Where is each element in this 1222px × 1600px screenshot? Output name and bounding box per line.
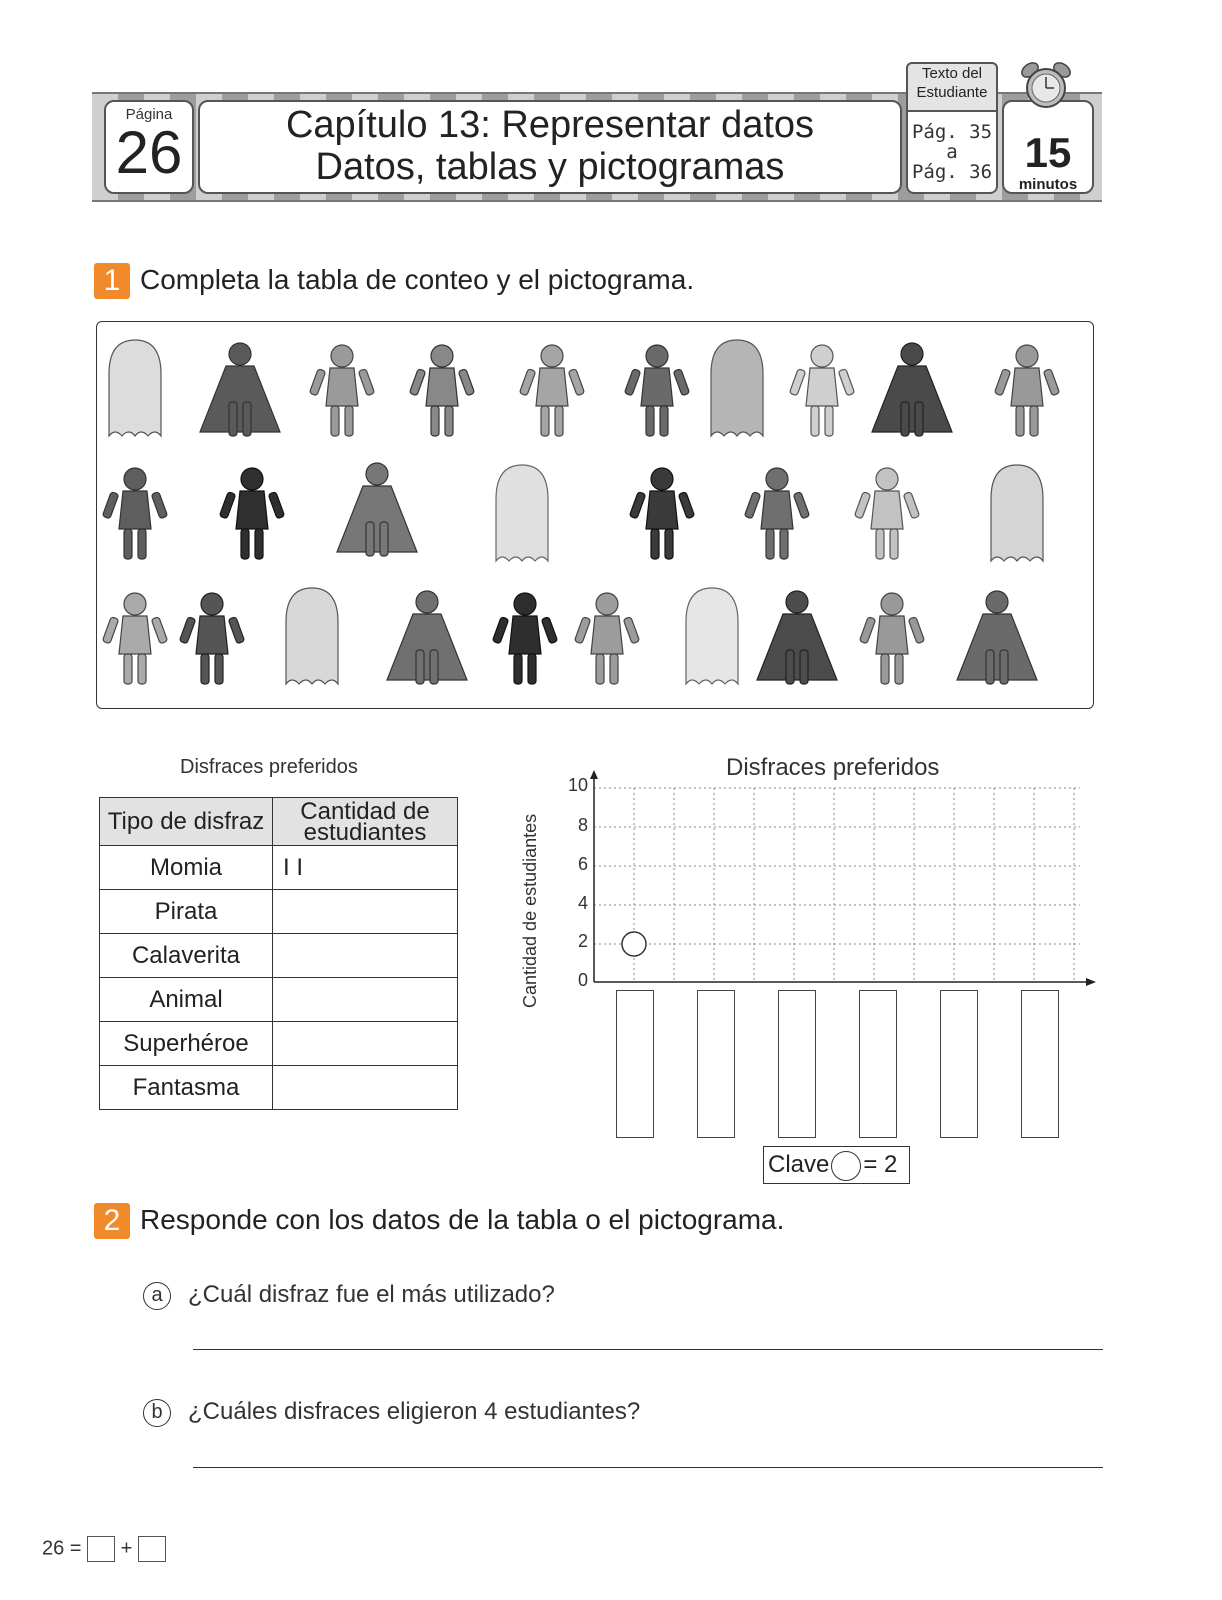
tally-cell[interactable] — [273, 978, 458, 1022]
time-box — [1002, 100, 1094, 194]
alarm-clock-icon — [1020, 60, 1072, 112]
pictograph-column-slot[interactable] — [778, 990, 816, 1138]
y-tick-label: 10 — [567, 775, 588, 795]
ref-from: Pág. 35 — [911, 121, 993, 143]
header-student-count-line1: Cantidad de — [300, 797, 430, 825]
y-tick-label: 8 — [577, 815, 588, 835]
table-row — [100, 890, 458, 934]
question-b-letter: b — [143, 1399, 171, 1427]
table-row — [100, 1066, 458, 1110]
textbook-reference-box — [906, 100, 998, 194]
exercise-2-badge: 2 — [94, 1203, 130, 1239]
page-number: 26 — [115, 119, 183, 186]
time-label: minutos — [1018, 176, 1078, 193]
costume-type-cell: Momia — [100, 846, 273, 890]
question-a-text: ¿Cuál disfraz fue el más utilizado? — [188, 1281, 555, 1308]
exercise-2-instruction: Responde con los datos de la tabla o el pictograma. — [140, 1204, 785, 1235]
question-a-letter: a — [143, 1282, 171, 1310]
pictograph-column-slot[interactable] — [697, 990, 735, 1138]
exercise-1-badge: 1 — [94, 263, 130, 299]
y-tick-label: 0 — [577, 970, 588, 990]
header-costume-type: Tipo de disfraz — [100, 798, 273, 846]
pictograph-column-slot[interactable] — [616, 990, 654, 1138]
y-tick-label: 6 — [577, 854, 588, 874]
tally-cell[interactable] — [273, 1022, 458, 1066]
costume-type-cell: Animal — [100, 978, 273, 1022]
ref-tab-line1: Texto del — [921, 65, 983, 82]
footer-addend-box[interactable] — [87, 1536, 115, 1562]
header-student-count-line2: estudiantes — [303, 818, 427, 846]
footer-equation-left: 26 = — [42, 1537, 82, 1560]
table-row — [100, 978, 458, 1022]
pictograph-y-axis-label: Cantidad de estudiantes — [520, 813, 540, 1008]
answer-line-a[interactable] — [193, 1349, 1103, 1350]
lesson-title: Datos, tablas y pictogramas — [315, 146, 785, 188]
costume-type-cell: Pirata — [100, 890, 273, 934]
pictograph-key — [763, 1146, 910, 1184]
costume-illustration-panel — [96, 321, 1094, 709]
page-number-box — [104, 100, 194, 194]
footer-addend-box[interactable] — [138, 1536, 166, 1562]
ref-to: Pág. 36 — [911, 161, 993, 183]
costume-figures-illustration — [97, 322, 1093, 708]
pictograph-symbol — [622, 932, 646, 956]
page-label: Página — [125, 106, 173, 123]
tally-header-row — [100, 798, 458, 846]
pictograph-column-slot[interactable] — [1021, 990, 1059, 1138]
tally-cell[interactable] — [273, 890, 458, 934]
table-row — [100, 846, 458, 890]
question-b-text: ¿Cuáles disfraces eligieron 4 estudiantes? — [188, 1398, 641, 1425]
footer-plus: + — [120, 1537, 133, 1560]
tally-cell[interactable]: I I — [273, 846, 458, 890]
exercise-1-instruction: Completa la tabla de conteo y el pictograma. — [140, 264, 695, 295]
tally-cell[interactable] — [273, 1066, 458, 1110]
costume-type-cell: Calaverita — [100, 934, 273, 978]
y-tick-label: 2 — [577, 931, 588, 951]
costume-type-cell: Superhéroe — [100, 1022, 273, 1066]
key-value: = 2 — [863, 1151, 898, 1178]
footer-equation — [42, 1536, 166, 1562]
key-circle-icon — [831, 1151, 861, 1181]
costume-type-cell: Fantasma — [100, 1066, 273, 1110]
pictograph-column-slot[interactable] — [859, 990, 897, 1138]
time-number: 15 — [1024, 129, 1072, 176]
tally-cell[interactable] — [273, 934, 458, 978]
answer-line-b[interactable] — [193, 1467, 1103, 1468]
ref-a: a — [946, 141, 958, 163]
table-row — [100, 1022, 458, 1066]
tally-table-title: Disfraces preferidos — [180, 756, 358, 778]
pictograph-grid — [590, 770, 1100, 992]
table-row — [100, 934, 458, 978]
ref-tab-line2: Estudiante — [916, 84, 988, 101]
textbook-tab — [906, 62, 998, 112]
chapter-title: Capítulo 13: Representar datos — [285, 104, 815, 146]
key-label: Clave — [768, 1151, 830, 1178]
y-tick-label: 4 — [577, 893, 588, 913]
header-student-count — [273, 798, 458, 846]
tally-table — [99, 797, 458, 1110]
chapter-title-box — [198, 100, 902, 194]
pictograph-title: Disfraces preferidos — [726, 754, 940, 781]
pictograph-column-slot[interactable] — [940, 990, 978, 1138]
